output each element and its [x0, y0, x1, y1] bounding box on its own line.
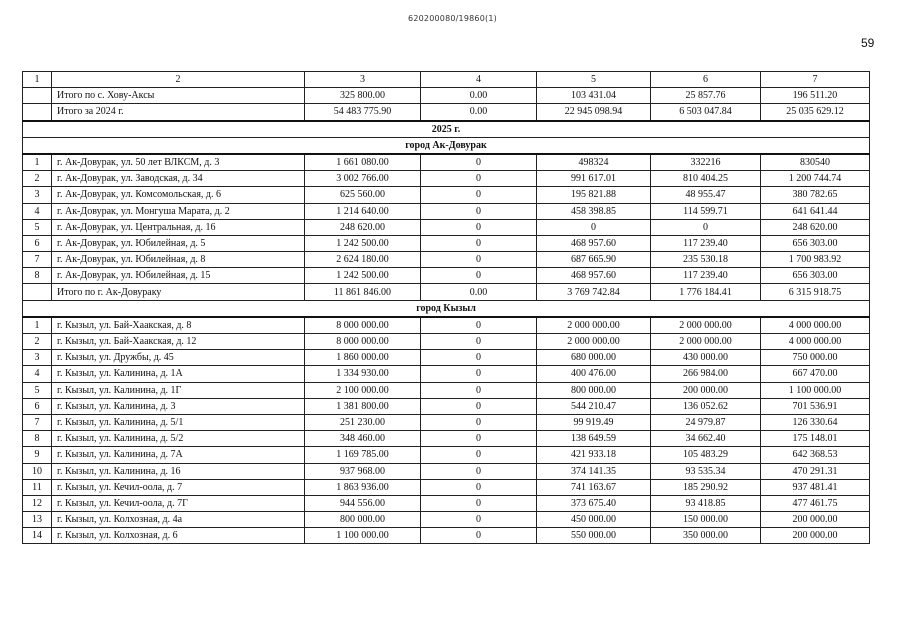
- table-row: [23, 334, 870, 350]
- cell-name: г. Кызыл, ул. Колхозная, д. 6: [52, 528, 305, 544]
- cell-c7: 656 303.00: [761, 268, 870, 284]
- cell-name: г. Кызыл, ул. Калинина, д. 7А: [52, 447, 305, 463]
- cell-c6: 105 483.29: [651, 447, 761, 463]
- cell-num: 4: [23, 203, 52, 219]
- cell-c5: 103 431.04: [537, 88, 651, 104]
- page-number: 59: [861, 36, 875, 50]
- cell-num: 2: [23, 334, 52, 350]
- cell-c4: 0: [421, 398, 537, 414]
- cell-c7: 477 461.75: [761, 495, 870, 511]
- cell-c3: 1 100 000.00: [305, 528, 421, 544]
- column-number: 1: [23, 72, 52, 88]
- cell-c3: 2 100 000.00: [305, 382, 421, 398]
- column-number: 4: [421, 72, 537, 88]
- cell-c7: 937 481.41: [761, 479, 870, 495]
- cell-num: 6: [23, 398, 52, 414]
- total-row: [23, 88, 870, 104]
- cell-c4: 0: [421, 154, 537, 171]
- cell-c6: 150 000.00: [651, 512, 761, 528]
- cell-c3: 11 861 846.00: [305, 284, 421, 300]
- cell-name: г. Ак-Довурак, ул. Заводская, д. 34: [52, 171, 305, 187]
- table-row: [23, 447, 870, 463]
- cell-c4: 0.00: [421, 88, 537, 104]
- cell-c3: 1 860 000.00: [305, 350, 421, 366]
- cell-c6: 0: [651, 219, 761, 235]
- total-row: [23, 284, 870, 300]
- cell-name: г. Кызыл, ул. Бай-Хаакская, д. 12: [52, 334, 305, 350]
- table-row: [23, 187, 870, 203]
- cell-c6: 136 052.62: [651, 398, 761, 414]
- cell-c5: 680 000.00: [537, 350, 651, 366]
- cell-c6: 332216: [651, 154, 761, 171]
- cell-num: [23, 104, 52, 121]
- column-number: 7: [761, 72, 870, 88]
- cell-name: г. Ак-Довурак, ул. Монгуша Марата, д. 2: [52, 203, 305, 219]
- cell-c4: 0: [421, 317, 537, 334]
- cell-num: 9: [23, 447, 52, 463]
- table-row: [23, 366, 870, 382]
- cell-num: 8: [23, 431, 52, 447]
- cell-c6: 266 984.00: [651, 366, 761, 382]
- cell-c6: 810 404.25: [651, 171, 761, 187]
- cell-c3: 325 800.00: [305, 88, 421, 104]
- cell-c4: 0: [421, 463, 537, 479]
- table-row: [23, 528, 870, 544]
- cell-c4: 0: [421, 479, 537, 495]
- cell-c6: 235 530.18: [651, 252, 761, 268]
- cell-c6: 25 857.76: [651, 88, 761, 104]
- cell-c5: 138 649.59: [537, 431, 651, 447]
- column-number-row: [23, 72, 870, 88]
- cell-c5: 991 617.01: [537, 171, 651, 187]
- table-row: [23, 252, 870, 268]
- column-number: 5: [537, 72, 651, 88]
- cell-c5: 468 957.60: [537, 235, 651, 251]
- cell-num: [23, 284, 52, 300]
- cell-c4: 0: [421, 366, 537, 382]
- cell-num: 11: [23, 479, 52, 495]
- cell-c3: 625 560.00: [305, 187, 421, 203]
- cell-num: 12: [23, 495, 52, 511]
- cell-num: 3: [23, 350, 52, 366]
- cell-c4: 0: [421, 382, 537, 398]
- cell-c4: 0: [421, 252, 537, 268]
- cell-c3: 1 381 800.00: [305, 398, 421, 414]
- cell-num: 3: [23, 187, 52, 203]
- cell-c3: 348 460.00: [305, 431, 421, 447]
- cell-c4: 0: [421, 187, 537, 203]
- cell-c5: 741 163.67: [537, 479, 651, 495]
- cell-c4: 0: [421, 203, 537, 219]
- cell-c5: 2 000 000.00: [537, 334, 651, 350]
- cell-name: г. Ак-Довурак, ул. 50 лет ВЛКСМ, д. 3: [52, 154, 305, 171]
- cell-name: г. Кызыл, ул. Калинина, д. 5/2: [52, 431, 305, 447]
- cell-num: 14: [23, 528, 52, 544]
- document-id: 620200080/19860(1): [408, 14, 497, 23]
- cell-c4: 0: [421, 431, 537, 447]
- table-row: [23, 398, 870, 414]
- table-row: [23, 171, 870, 187]
- cell-c6: 1 776 184.41: [651, 284, 761, 300]
- table-row: [23, 350, 870, 366]
- city-heading-label: город Кызыл: [23, 300, 870, 317]
- cell-c6: 93 418.85: [651, 495, 761, 511]
- cell-c3: 1 242 500.00: [305, 235, 421, 251]
- cell-c5: 550 000.00: [537, 528, 651, 544]
- cell-c3: 1 334 930.00: [305, 366, 421, 382]
- cell-c5: 450 000.00: [537, 512, 651, 528]
- cell-name: г. Кызыл, ул. Калинина, д. 3: [52, 398, 305, 414]
- cell-c7: 656 303.00: [761, 235, 870, 251]
- cell-c4: 0.00: [421, 284, 537, 300]
- cell-c3: 1 242 500.00: [305, 268, 421, 284]
- table-row: [23, 268, 870, 284]
- cell-c7: 196 511.20: [761, 88, 870, 104]
- cell-c7: 4 000 000.00: [761, 334, 870, 350]
- cell-c6: 93 535.34: [651, 463, 761, 479]
- cell-c5: 458 398.85: [537, 203, 651, 219]
- table-row: [23, 495, 870, 511]
- cell-c3: 3 002 766.00: [305, 171, 421, 187]
- cell-c5: 421 933.18: [537, 447, 651, 463]
- cell-c3: 2 624 180.00: [305, 252, 421, 268]
- table-row: [23, 317, 870, 334]
- cell-num: 6: [23, 235, 52, 251]
- cell-c4: 0: [421, 495, 537, 511]
- cell-c7: 470 291.31: [761, 463, 870, 479]
- cell-c4: 0: [421, 350, 537, 366]
- cell-name: г. Кызыл, ул. Дружбы, д. 45: [52, 350, 305, 366]
- cell-c7: 701 536.91: [761, 398, 870, 414]
- cell-c7: 4 000 000.00: [761, 317, 870, 334]
- cell-c6: 114 599.71: [651, 203, 761, 219]
- cell-c3: 248 620.00: [305, 219, 421, 235]
- city-heading-label: город Ак-Довурак: [23, 137, 870, 154]
- cell-c4: 0: [421, 219, 537, 235]
- cell-name: г. Кызыл, ул. Кечил-оола, д. 7Г: [52, 495, 305, 511]
- cell-c7: 248 620.00: [761, 219, 870, 235]
- cell-c4: 0.00: [421, 104, 537, 121]
- table-row: [23, 219, 870, 235]
- cell-c6: 6 503 047.84: [651, 104, 761, 121]
- cell-num: 7: [23, 252, 52, 268]
- cell-num: 7: [23, 414, 52, 430]
- cell-c3: 1 169 785.00: [305, 447, 421, 463]
- cell-c5: 544 210.47: [537, 398, 651, 414]
- cell-c7: 750 000.00: [761, 350, 870, 366]
- cell-num: 8: [23, 268, 52, 284]
- cell-name: г. Кызыл, ул. Калинина, д. 1Г: [52, 382, 305, 398]
- budget-table: [22, 71, 870, 544]
- table-row: [23, 512, 870, 528]
- cell-c4: 0: [421, 447, 537, 463]
- cell-c6: 34 662.40: [651, 431, 761, 447]
- cell-c3: 944 556.00: [305, 495, 421, 511]
- cell-num: 5: [23, 219, 52, 235]
- cell-c7: 380 782.65: [761, 187, 870, 203]
- cell-c3: 1 863 936.00: [305, 479, 421, 495]
- table-row: [23, 203, 870, 219]
- table-row: [23, 154, 870, 171]
- cell-name: г. Кызыл, ул. Калинина, д. 16: [52, 463, 305, 479]
- cell-c4: 0: [421, 414, 537, 430]
- cell-c6: 430 000.00: [651, 350, 761, 366]
- table-row: [23, 414, 870, 430]
- cell-num: 1: [23, 317, 52, 334]
- cell-c3: 54 483 775.90: [305, 104, 421, 121]
- cell-c5: 468 957.60: [537, 268, 651, 284]
- cell-num: 10: [23, 463, 52, 479]
- table-row: [23, 431, 870, 447]
- year-heading-label: 2025 г.: [23, 121, 870, 138]
- cell-name: г. Кызыл, ул. Бай-Хаакская, д. 8: [52, 317, 305, 334]
- cell-c6: 117 239.40: [651, 268, 761, 284]
- cell-c5: 99 919.49: [537, 414, 651, 430]
- cell-c6: 24 979.87: [651, 414, 761, 430]
- table-body: [23, 72, 870, 544]
- cell-c4: 0: [421, 334, 537, 350]
- cell-c6: 185 290.92: [651, 479, 761, 495]
- cell-c3: 251 230.00: [305, 414, 421, 430]
- cell-num: 4: [23, 366, 52, 382]
- cell-c5: 0: [537, 219, 651, 235]
- city-heading: [23, 300, 870, 317]
- cell-c6: 2 000 000.00: [651, 334, 761, 350]
- cell-name: г. Ак-Довурак, ул. Юбилейная, д. 15: [52, 268, 305, 284]
- cell-c3: 8 000 000.00: [305, 317, 421, 334]
- cell-c5: 3 769 742.84: [537, 284, 651, 300]
- cell-name: Итого за 2024 г.: [52, 104, 305, 121]
- cell-c7: 1 700 983.92: [761, 252, 870, 268]
- cell-c7: 641 641.44: [761, 203, 870, 219]
- cell-name: Итого по с. Хову-Аксы: [52, 88, 305, 104]
- cell-c7: 642 368.53: [761, 447, 870, 463]
- cell-c5: 22 945 098.94: [537, 104, 651, 121]
- cell-c5: 400 476.00: [537, 366, 651, 382]
- cell-c3: 1 214 640.00: [305, 203, 421, 219]
- cell-c7: 6 315 918.75: [761, 284, 870, 300]
- cell-c6: 48 955.47: [651, 187, 761, 203]
- cell-name: г. Кызыл, ул. Калинина, д. 5/1: [52, 414, 305, 430]
- cell-c5: 2 000 000.00: [537, 317, 651, 334]
- cell-num: 2: [23, 171, 52, 187]
- column-number: 3: [305, 72, 421, 88]
- cell-c5: 195 821.88: [537, 187, 651, 203]
- cell-num: 5: [23, 382, 52, 398]
- table-row: [23, 479, 870, 495]
- total-row: [23, 104, 870, 121]
- cell-c6: 350 000.00: [651, 528, 761, 544]
- cell-num: 13: [23, 512, 52, 528]
- cell-c4: 0: [421, 528, 537, 544]
- cell-c5: 498324: [537, 154, 651, 171]
- cell-name: г. Ак-Довурак, ул. Юбилейная, д. 5: [52, 235, 305, 251]
- cell-num: [23, 88, 52, 104]
- cell-c3: 1 661 080.00: [305, 154, 421, 171]
- cell-c6: 117 239.40: [651, 235, 761, 251]
- cell-c5: 800 000.00: [537, 382, 651, 398]
- cell-name: Итого по г. Ак-Довураку: [52, 284, 305, 300]
- cell-name: г. Кызыл, ул. Колхозная, д. 4а: [52, 512, 305, 528]
- cell-c7: 1 200 744.74: [761, 171, 870, 187]
- cell-c6: 2 000 000.00: [651, 317, 761, 334]
- cell-c4: 0: [421, 235, 537, 251]
- cell-name: г. Кызыл, ул. Калинина, д. 1А: [52, 366, 305, 382]
- cell-c3: 8 000 000.00: [305, 334, 421, 350]
- column-number: 6: [651, 72, 761, 88]
- cell-c7: 1 100 000.00: [761, 382, 870, 398]
- cell-c4: 0: [421, 268, 537, 284]
- table-row: [23, 235, 870, 251]
- cell-c7: 126 330.64: [761, 414, 870, 430]
- column-number: 2: [52, 72, 305, 88]
- cell-c5: 687 665.90: [537, 252, 651, 268]
- cell-c4: 0: [421, 512, 537, 528]
- cell-c5: 373 675.40: [537, 495, 651, 511]
- cell-num: 1: [23, 154, 52, 171]
- table-row: [23, 382, 870, 398]
- cell-c3: 937 968.00: [305, 463, 421, 479]
- cell-c4: 0: [421, 171, 537, 187]
- cell-c3: 800 000.00: [305, 512, 421, 528]
- table-row: [23, 463, 870, 479]
- cell-c7: 200 000.00: [761, 512, 870, 528]
- cell-name: г. Ак-Довурак, ул. Центральная, д. 16: [52, 219, 305, 235]
- year-heading: [23, 121, 870, 138]
- cell-c7: 830540: [761, 154, 870, 171]
- cell-c7: 200 000.00: [761, 528, 870, 544]
- cell-c7: 667 470.00: [761, 366, 870, 382]
- cell-c7: 175 148.01: [761, 431, 870, 447]
- cell-name: г. Кызыл, ул. Кечил-оола, д. 7: [52, 479, 305, 495]
- cell-c6: 200 000.00: [651, 382, 761, 398]
- city-heading: [23, 137, 870, 154]
- cell-name: г. Ак-Довурак, ул. Юбилейная, д. 8: [52, 252, 305, 268]
- cell-c5: 374 141.35: [537, 463, 651, 479]
- cell-name: г. Ак-Довурак, ул. Комсомольская, д. 6: [52, 187, 305, 203]
- cell-c7: 25 035 629.12: [761, 104, 870, 121]
